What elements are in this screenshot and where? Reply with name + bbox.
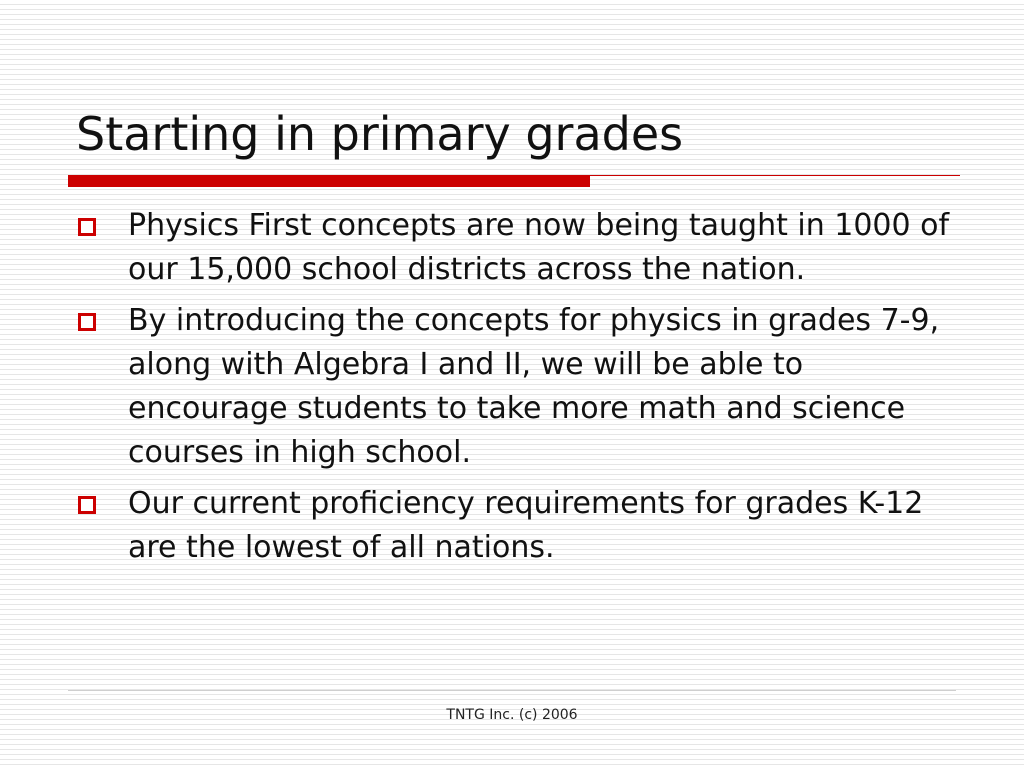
bullet-text: Our current proficiency requirements for grades K-12 are the lowest of all nations.	[128, 486, 924, 565]
bullet-text: By introducing the concepts for physics in grades 7-9, along with Algebra I and II, we will be able to encourage students to take more math and science courses in high school.	[128, 303, 940, 470]
title-underline-thick	[68, 175, 590, 187]
footer-copyright: TNTG Inc. (c) 2006	[446, 707, 578, 723]
bullet-item	[76, 204, 956, 292]
bullet-list	[76, 204, 956, 577]
title-underline-thin	[590, 175, 960, 176]
bullet-item	[76, 299, 956, 475]
square-bullet-icon	[78, 218, 96, 236]
square-bullet-icon	[78, 496, 96, 514]
bullet-item	[76, 482, 956, 570]
bullet-text: Physics First concepts are now being taught in 1000 of our 15,000 school districts across the nation.	[128, 208, 950, 287]
square-bullet-icon	[78, 313, 96, 331]
footer-divider	[68, 690, 956, 691]
slide-title: Starting in primary grades	[76, 107, 684, 161]
